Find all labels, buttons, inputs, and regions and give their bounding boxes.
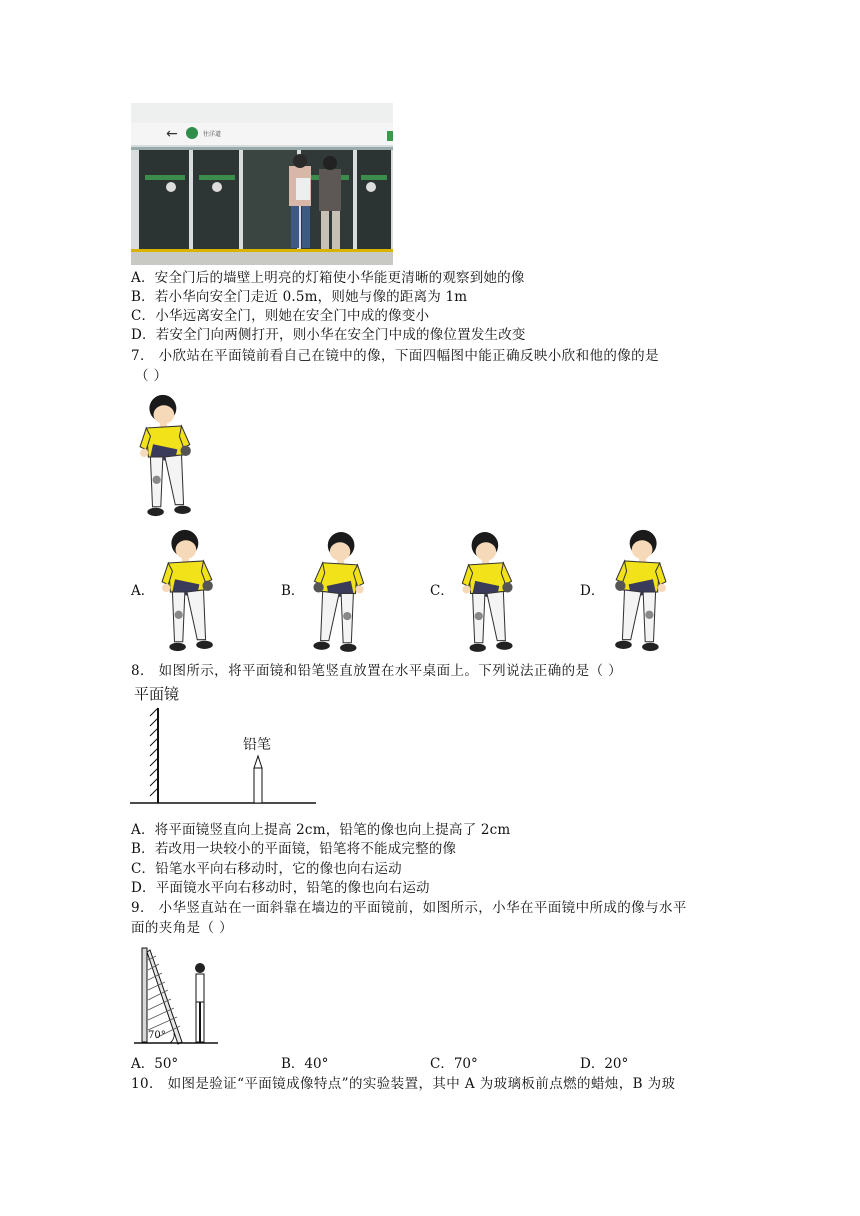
q7-option-b-figure — [308, 530, 366, 655]
q9-stem-cont: 面的夹角是（ ） — [131, 920, 233, 936]
q10-stem: 10． 如图是验证“平面镜成像特点”的实验装置，其中 A 为玻璃板前点燃的蜡烛，B 为玻 — [131, 1076, 676, 1092]
q8-option-d: D．平面镜水平向右移动时，铅笔的像也向右运动 — [131, 880, 430, 896]
photo-sign-text: 往洋道 — [203, 131, 222, 138]
q6-option-b: B．若小华向安全门走近 0.5m，则她与像的距离为 1m — [131, 289, 468, 305]
q6-option-c: C．小华远离安全门，则她在安全门中成的像变小 — [131, 308, 430, 324]
q7-option-a-label: A． — [131, 583, 155, 599]
q7-option-c-label: C． — [430, 583, 454, 599]
q7-original-boy — [138, 392, 196, 520]
q7-option-a-figure — [160, 527, 218, 655]
q8-pencil-label: 铅笔 — [243, 737, 271, 753]
q8-stem: 8． 如图所示，将平面镜和铅笔竖直放置在水平桌面上。下列说法正确的是（ ） — [131, 663, 622, 679]
q7-option-c-figure — [460, 530, 518, 655]
q7-option-d-label: D． — [580, 583, 605, 599]
q8-option-b: B．若改用一块较小的平面镜，铅笔将不能成完整的像 — [131, 841, 457, 857]
q8-mirror-label: 平面镜 — [134, 685, 180, 703]
q9-option-c: C．70° — [430, 1056, 478, 1072]
q7-stem: 7． 小欣站在平面镜前看自己在镜中的像，下面四幅图中能正确反映小欣和他的像的是 — [131, 348, 659, 364]
q7-option-b-label: B． — [281, 583, 305, 599]
slanted-mirror-diagram — [134, 946, 218, 1048]
q8-option-c: C．铅笔水平向右移动时，它的像也向右运动 — [131, 861, 402, 877]
subway-photo — [131, 103, 393, 265]
q7-stem-cont: （ ） — [135, 368, 168, 384]
q6-option-a: A．安全门后的墙壁上明亮的灯箱使小华能更清晰的观察到她的像 — [131, 270, 525, 286]
q9-option-a: A．50° — [131, 1056, 179, 1072]
q9-option-d: D．20° — [580, 1056, 629, 1072]
q6-option-d: D．若安全门向两侧打开，则小华在安全门中成的像位置发生改变 — [131, 327, 526, 343]
mirror-pencil-diagram — [128, 704, 320, 806]
q7-option-d-figure — [610, 527, 668, 655]
q9-angle-label: 70° — [148, 1030, 166, 1041]
svg-text:←: ← — [166, 126, 178, 142]
q8-option-a: A．将平面镜竖直向上提高 2cm，铅笔的像也向上提高了 2cm — [131, 822, 511, 838]
q9-option-b: B．40° — [281, 1056, 329, 1072]
q9-stem: 9． 小华竖直站在一面斜靠在墙边的平面镜前，如图所示，小华在平面镜中所成的像与水平 — [131, 900, 687, 916]
